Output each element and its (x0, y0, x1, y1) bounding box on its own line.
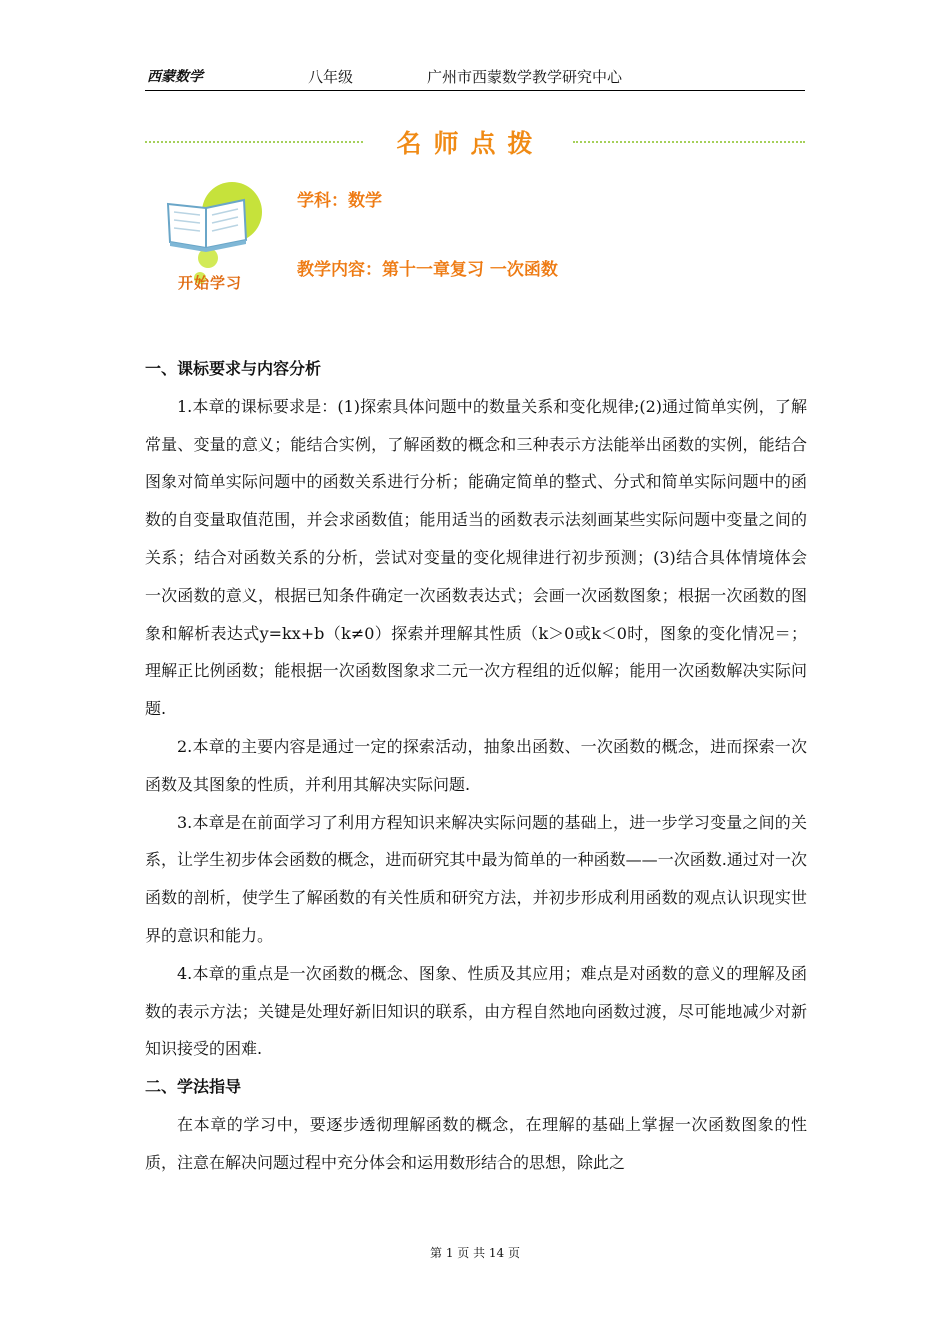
teaching-content-label: 教学内容：第十一章复习 一次函数 (297, 260, 558, 280)
banner-title: 名师点拨 (396, 129, 545, 158)
paragraph-1: 1.本章的课标要求是：(1)探索具体问题中的数量关系和变化规律;(2)通过简单实例，了解常量、变量的意义；能结合实例，了解函数的概念和三种表示方法能举出函数的实例，能结合图象对简单实际问题中的函数关系进行分析；能确定简单的整式、分式和简单实际问题中的函数的自变量取值范围，并会求函数值；能用适当的函数表示法刻画某些实际问题中变量之间的关系；结合对函数关系的分析，尝试对变量的变化规律进行初步预测；(3)结合具体情境体会一次函数的意义，根据已知条件确定一次函数表达式；会画一次函数图象；根据一次函数的图象和解析表达式y=kx+b（k≠0）探索并理解其性质（k＞0或k＜0时，图象的变化情况＝；理解正比例函数；能根据一次函数图象求二元一次方程组的近似解；能用一次函数解决实际问题. (145, 396, 807, 719)
header-grade: 八年级 (308, 68, 354, 86)
section-heading-2: 二、学法指导 (145, 1077, 242, 1097)
section-heading-1: 一、课标要求与内容分析 (145, 359, 322, 378)
subject-label: 学科：数学 (297, 191, 382, 211)
page-number: 第 1 页 共 14 页 (430, 1246, 520, 1260)
page-header (145, 64, 805, 91)
paragraph-5: 在本章的学习中，要逐步透彻理解函数的概念，在理解的基础上掌握一次函数图象的性质，注意在解决问题过程中充分体会和运用数形结合的思想，除此之 (145, 1114, 807, 1172)
document-body (145, 350, 807, 1182)
paragraph-2: 2.本章的主要内容是通过一定的探索活动，抽象出函数、一次函数的概念，进而探索一次函数及其图象的性质，并利用其解决实际问题. (145, 736, 807, 794)
header-organization: 广州市西蒙数学教学研究中心 (427, 68, 623, 86)
paragraph-3: 3.本章是在前面学习了利用方程知识来解决实际问题的基础上，进一步学习变量之间的关系，让学生初步体会函数的概念，进而研究其中最为简单的一种函数——一次函数.通过对一次函数的剖析，使学生了解函数的有关性质和研究方法，并初步形成利用函数的观点认识现实世界的意识和能力。 (145, 812, 807, 945)
paragraph-4: 4.本章的重点是一次函数的概念、图象、性质及其应用；难点是对函数的意义的理解及函数的表示方法；关键是处理好新旧知识的联系，由方程自然地向函数过渡，尽可能地减少对新知识接受的困难. (145, 963, 807, 1059)
banner-dotted-line-right (573, 141, 805, 143)
banner-dotted-line-left (145, 141, 363, 143)
header-logo: 西蒙数学 (147, 69, 203, 85)
section-banner (145, 124, 805, 160)
start-learning-label: 开始学习 (178, 274, 243, 292)
